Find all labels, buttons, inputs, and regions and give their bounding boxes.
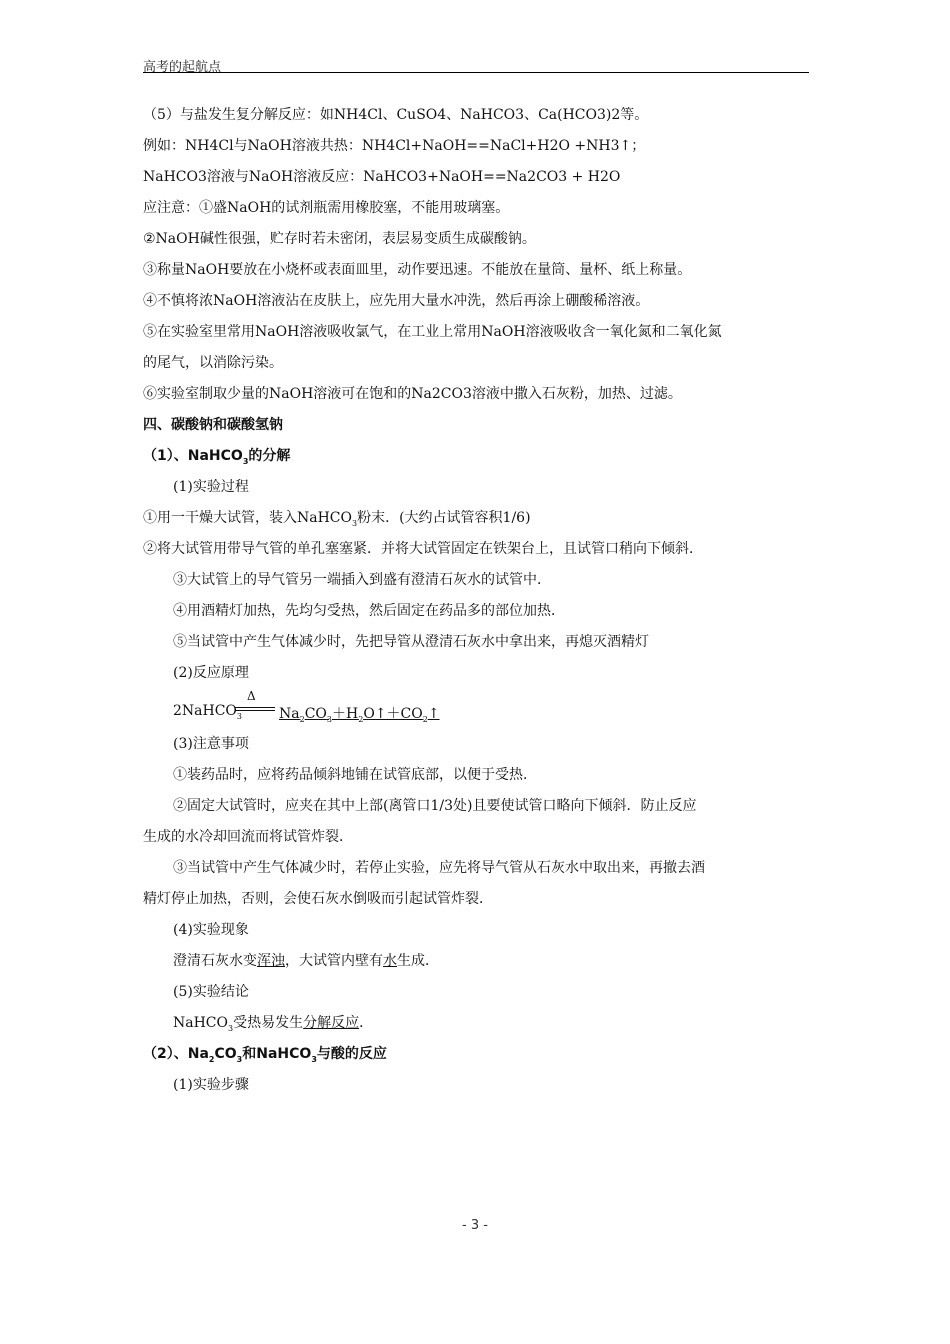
heading-text: 与酸的反应 (316, 1046, 387, 1062)
underlined-answer: 浑浊 (257, 953, 285, 969)
text-line: （5）与盐发生复分解反应：如NH4Cl、CuSO4、NaHCO3、Ca(HCO3)2等。 (143, 107, 649, 123)
equation-equals-sign (235, 707, 275, 717)
note-line: ②固定大试管时，应夹在其中上部(离管口1/3处)且要使试管口略向下倾斜．防止反应 (173, 798, 697, 814)
step-text: 粉末．(大约占试管容积1/6) (357, 510, 531, 526)
text-line: ⑤在实验室里常用NaOH溶液吸收氯气，在工业上常用NaOH溶液吸收含一氧化氮和二氧化氮 (143, 324, 722, 340)
note-line: 精灯停止加热，否则，会使石灰水倒吸而引起试管炸裂． (143, 891, 493, 907)
text-span: NaHCO (173, 1015, 228, 1031)
section-heading: 四、碳酸钠和碳酸氢钠 (143, 417, 283, 433)
note-line: ①装药品时，应将药品倾斜地铺在试管底部，以便于受热． (173, 767, 537, 783)
text-span: ，大试管内壁有 (285, 953, 383, 969)
item-title: (2)反应原理 (173, 665, 249, 681)
step-line: ⑤当试管中产生气体减少时，先把导管从澄清石灰水中拿出来，再熄灭酒精灯 (173, 634, 649, 650)
step-line: ④用酒精灯加热，先均匀受热，然后固定在药品多的部位加热． (173, 603, 565, 619)
page-header: 高考的起航点 (143, 60, 222, 75)
subscript: 2 (299, 715, 305, 724)
step-line: ②将大试管用带导气管的单孔塞塞紧．并将大试管固定在铁架台上，且试管口稍向下倾斜． (143, 541, 703, 557)
text-span: 澄清石灰水变 (173, 953, 257, 969)
equation-text: O↑＋CO (363, 706, 423, 722)
page-number: - 3 - (462, 1218, 488, 1233)
equation-products (279, 703, 440, 724)
equation-text: 2NaHCO (173, 703, 237, 719)
subscript: 2 (422, 715, 428, 724)
heading-text: （2）、Na (143, 1046, 209, 1062)
subscript: 3 (236, 712, 242, 721)
text-line: ④不慎将浓NaOH溶液沾在皮肤上，应先用大量水冲洗，然后再涂上硼酸稀溶液。 (143, 293, 650, 309)
equation-text: Na (279, 706, 300, 722)
underlined-answer: 水 (383, 953, 397, 969)
item-title: (1)实验步骤 (173, 1077, 249, 1093)
header-divider (143, 72, 809, 73)
note-line: 生成的水冷却回流而将试管炸裂． (143, 829, 353, 845)
phenomenon-line (143, 946, 809, 977)
underlined-answer: 分解反应 (303, 1015, 360, 1031)
subscript: 2 (358, 715, 364, 724)
step-line: ③大试管上的导气管另一端插入到盛有澄清石灰水的试管中． (173, 572, 551, 588)
heading-text: 和NaHCO (242, 1046, 312, 1062)
subscript: 3 (352, 519, 358, 528)
text-line: ②NaOH碱性很强，贮存时若未密闭，表层易变质生成碳酸钠。 (143, 231, 536, 247)
text-line: 的尾气，以消除污染。 (143, 355, 283, 371)
text-line: ③称量NaOH要放在小烧杯或表面皿里，动作要迅速。不能放在量筒、量杯、纸上称量。 (143, 262, 692, 278)
equation-text: CO (304, 706, 327, 722)
item-title: (5)实验结论 (173, 984, 249, 1000)
item-title: (4)实验现象 (173, 922, 249, 938)
conclusion-line (143, 1008, 809, 1039)
subscript: 3 (242, 457, 249, 466)
subscript: 3 (236, 1055, 243, 1064)
item-title: (3)注意事项 (173, 736, 249, 752)
subsection-heading-prefix: （1）、NaHCO (143, 448, 243, 464)
chemical-equation (143, 689, 809, 729)
subscript: 3 (228, 1024, 234, 1033)
text-line: 应注意：①盛NaOH的试剂瓶需用橡胶塞，不能用玻璃塞。 (143, 200, 510, 216)
equation-text: ↑ (427, 706, 440, 722)
text-line: NaHCO3溶液与NaOH溶液反应：NaHCO3+NaOH==Na2CO3 + H2O (143, 169, 621, 185)
text-line: 例如：NH4Cl与NaOH溶液共热：NH4Cl+NaOH==NaCl+H2O +NH3↑； (143, 138, 646, 154)
text-span: 生成． (397, 953, 439, 969)
note-line: ③当试管中产生气体减少时，若停止实验，应先将导气管从石灰水中取出来，再撤去酒 (173, 860, 705, 876)
equation-reactant (173, 703, 242, 721)
text-line: ⑥实验室制取少量的NaOH溶液可在饱和的Na2CO3溶液中撒入石灰粉，加热、过滤。 (143, 386, 682, 402)
subscript: 2 (208, 1055, 215, 1064)
subsection-heading (143, 1039, 809, 1070)
equation-text: ＋H (332, 706, 359, 722)
subsection-heading (143, 441, 809, 472)
subsection-heading-suffix: 的分解 (248, 448, 291, 464)
step-line (143, 503, 809, 534)
heading-text: CO (214, 1046, 237, 1062)
subscript: 3 (326, 715, 332, 724)
subscript: 3 (311, 1055, 317, 1064)
text-span: 受热易发生 (233, 1015, 304, 1031)
step-text: ①用一干燥大试管，装入NaHCO (143, 510, 352, 526)
text-span: ． (359, 1015, 374, 1031)
heat-symbol: Δ (247, 689, 256, 703)
item-title: (1)实验过程 (173, 479, 249, 495)
page-content (143, 100, 809, 1101)
